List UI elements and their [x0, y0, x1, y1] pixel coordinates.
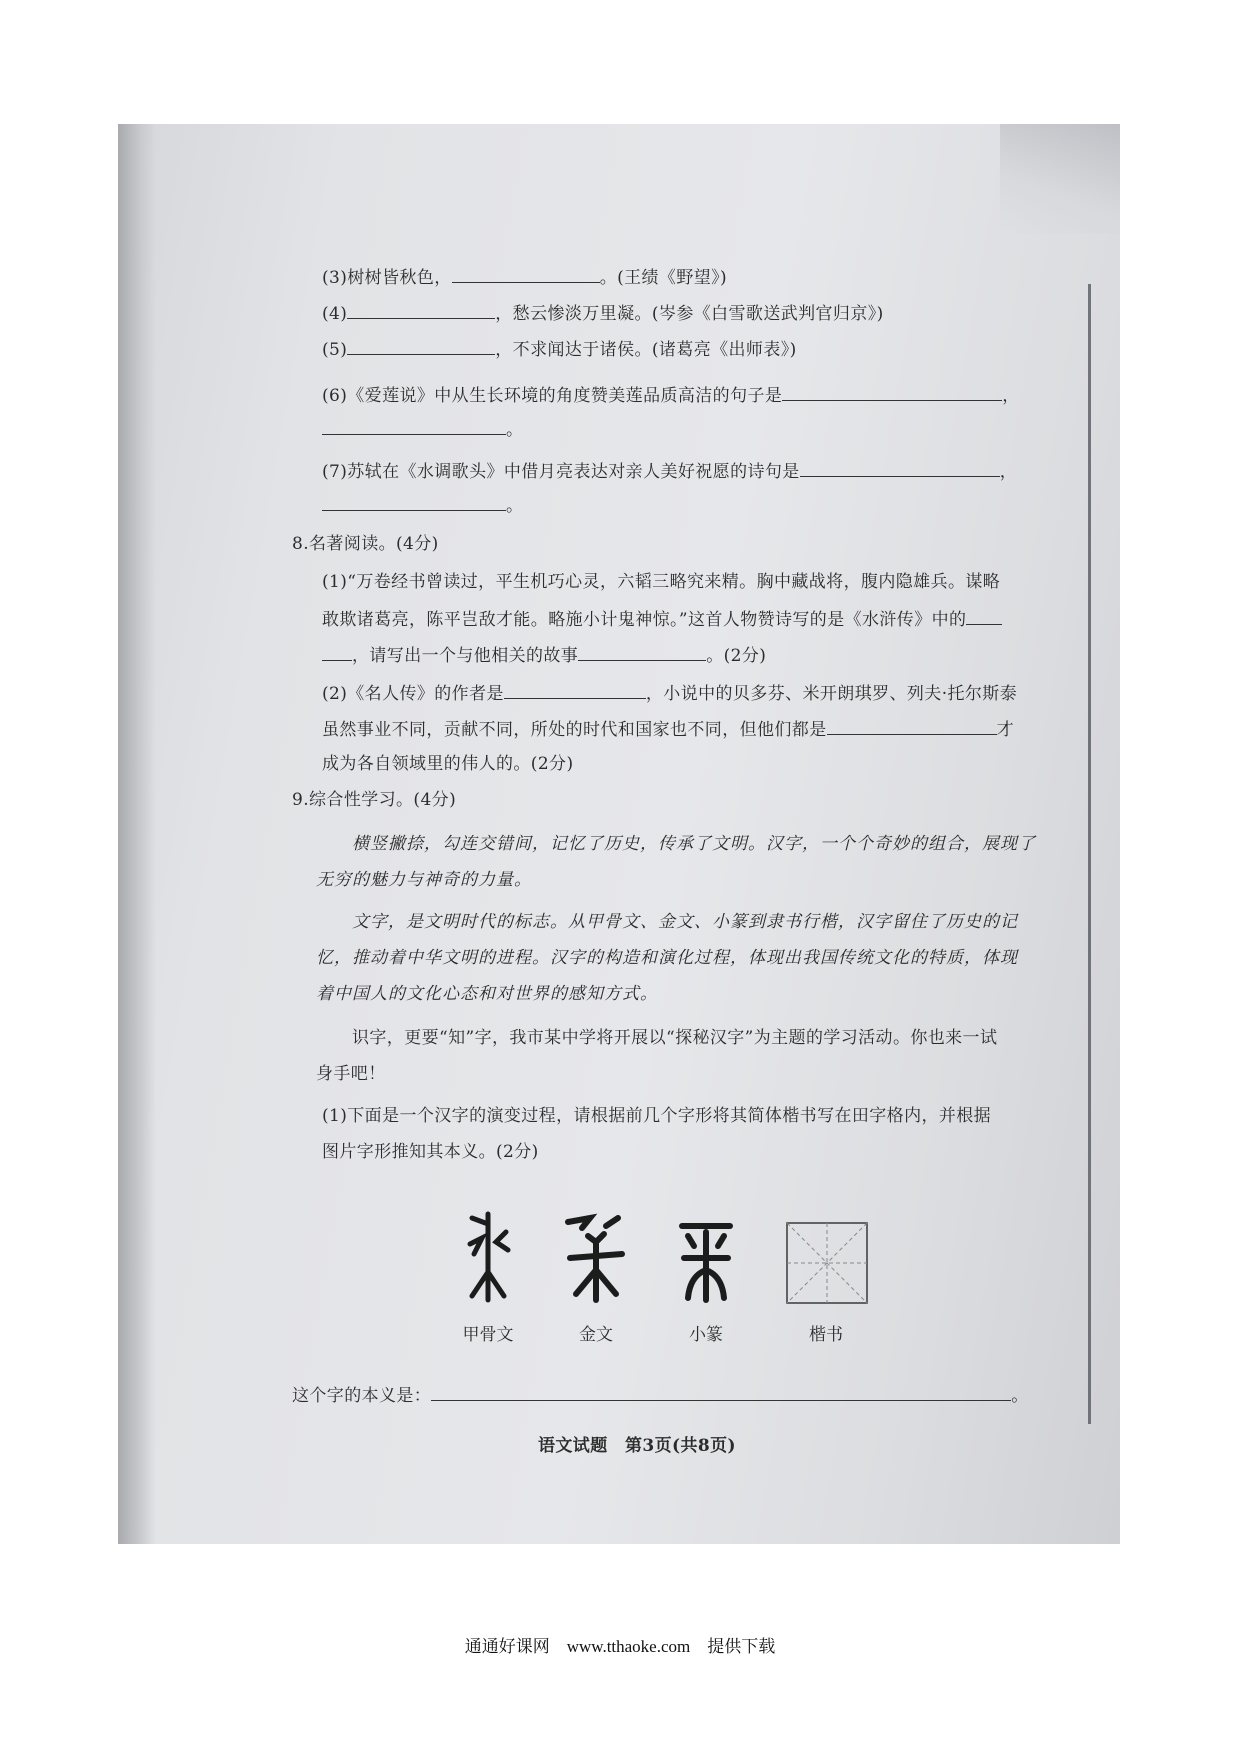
q7-line-5: (5) ，不求闻达于诸侯。(诸葛亮《出师表》): [322, 340, 797, 360]
q7-line-7: (7)苏轼在《水调歌头》中借月亮表达对亲人美好祝愿的诗句是 ，: [322, 462, 1018, 482]
q9-para3-line1: 识字，更要“知”字，我市某中学将开展以“探秘汉字”为主题的学习活动。你也来一试: [352, 1028, 998, 1048]
q7-line-6-cont: 。: [322, 418, 523, 440]
label-bronze: 金文: [579, 1325, 613, 1345]
q8-p1-line1: (1)“万卷经书曾读过，平生机巧心灵，六韬三略究来精。胸中藏战将，腹内隐雄兵。谋略: [322, 572, 1001, 592]
answer-blank[interactable]: [322, 418, 506, 435]
q8-p1-line2: 敢欺诸葛亮，陈平岂敌才能。略施小计鬼神惊。”这首人物赞诗写的是《水浒传》中的: [322, 608, 1002, 630]
q8-p2-line3: 成为各自领域里的伟人的。(2分): [322, 754, 574, 774]
answer-blank[interactable]: [431, 1384, 1011, 1401]
answer-blank[interactable]: [827, 718, 997, 735]
q8-p2-line1: (2)《名人传》的作者是 ，小说中的贝多芬、米开朗琪罗、列夫·托尔斯泰: [322, 684, 1018, 704]
q9-para1-line2: 无穷的魅力与神奇的力量。: [316, 870, 532, 890]
q9-sub1-line1: (1)下面是一个汉字的演变过程，请根据前几个字形将其简体楷书写在田字格内，并根据: [322, 1106, 992, 1126]
bronze-script-glyph-icon: [560, 1212, 632, 1304]
q9-para3-line2: 身手吧！: [316, 1064, 386, 1084]
tian-grid-answer-box[interactable]: [786, 1222, 868, 1304]
answer-blank[interactable]: [504, 682, 646, 699]
q8-title: 8.名著阅读。(4分): [292, 534, 439, 554]
page-footer: 语文试题 第3页(共8页): [538, 1436, 736, 1456]
watermark-text: 通通好课网 www.tthaoke.com 提供下载: [464, 1637, 776, 1656]
q9-para2-line1: 文字，是文明时代的标志。从甲骨文、金文、小篆到隶书行楷，汉字留住了历史的记: [352, 912, 1018, 932]
q9-answer-line: 这个字的本义是： 。: [292, 1386, 1029, 1406]
q8-p2-line2: 虽然事业不同，贡献不同，所处的时代和国家也不同，但他们都是 才: [322, 720, 1015, 740]
page-corner: [1000, 124, 1120, 234]
label-regular-script: 楷书: [809, 1325, 843, 1345]
answer-blank[interactable]: [452, 266, 600, 283]
q7-line-7-cont: 。: [322, 494, 523, 516]
page-right-edge: [1088, 284, 1091, 1424]
answer-blank[interactable]: [347, 338, 495, 355]
q7-line-6: (6)《爱莲说》中从生长环境的角度赞美莲品质高洁的句子是 ，: [322, 386, 1020, 406]
page-shadow: [118, 124, 156, 1544]
small-seal-glyph-icon: [676, 1220, 736, 1304]
q9-para2-line3: 着中国人的文化心态和对世界的感知方式。: [316, 984, 658, 1004]
q8-p1-line3: ，请写出一个与他相关的故事 。(2分): [322, 644, 766, 666]
answer-blank[interactable]: [966, 608, 1002, 625]
answer-blank[interactable]: [347, 302, 495, 319]
answer-blank[interactable]: [578, 644, 706, 661]
label-small-seal: 小篆: [689, 1325, 723, 1345]
answer-blank[interactable]: [800, 460, 1000, 477]
answer-blank[interactable]: [322, 494, 506, 511]
label-oracle-bone: 甲骨文: [462, 1325, 514, 1345]
q9-title: 9.综合性学习。(4分): [292, 790, 457, 810]
q9-sub1-line2: 图片字形推知其本义。(2分): [322, 1142, 539, 1162]
answer-blank[interactable]: [782, 384, 1002, 401]
q7-line-3: (3)树树皆秋色， 。(王绩《野望》): [322, 268, 728, 288]
oracle-bone-glyph-icon: [458, 1210, 518, 1304]
answer-blank[interactable]: [322, 644, 352, 661]
q9-para1-line1: 横竖撇捺，勾连交错间，记忆了历史，传承了文明。汉字，一个个奇妙的组合，展现了: [352, 834, 1036, 854]
q9-para2-line2: 忆，推动着中华文明的进程。汉字的构造和演化过程，体现出我国传统文化的特质，体现: [316, 948, 1018, 968]
q7-line-4: (4) ，愁云惨淡万里凝。(岑参《白雪歌送武判官归京》): [322, 304, 884, 324]
